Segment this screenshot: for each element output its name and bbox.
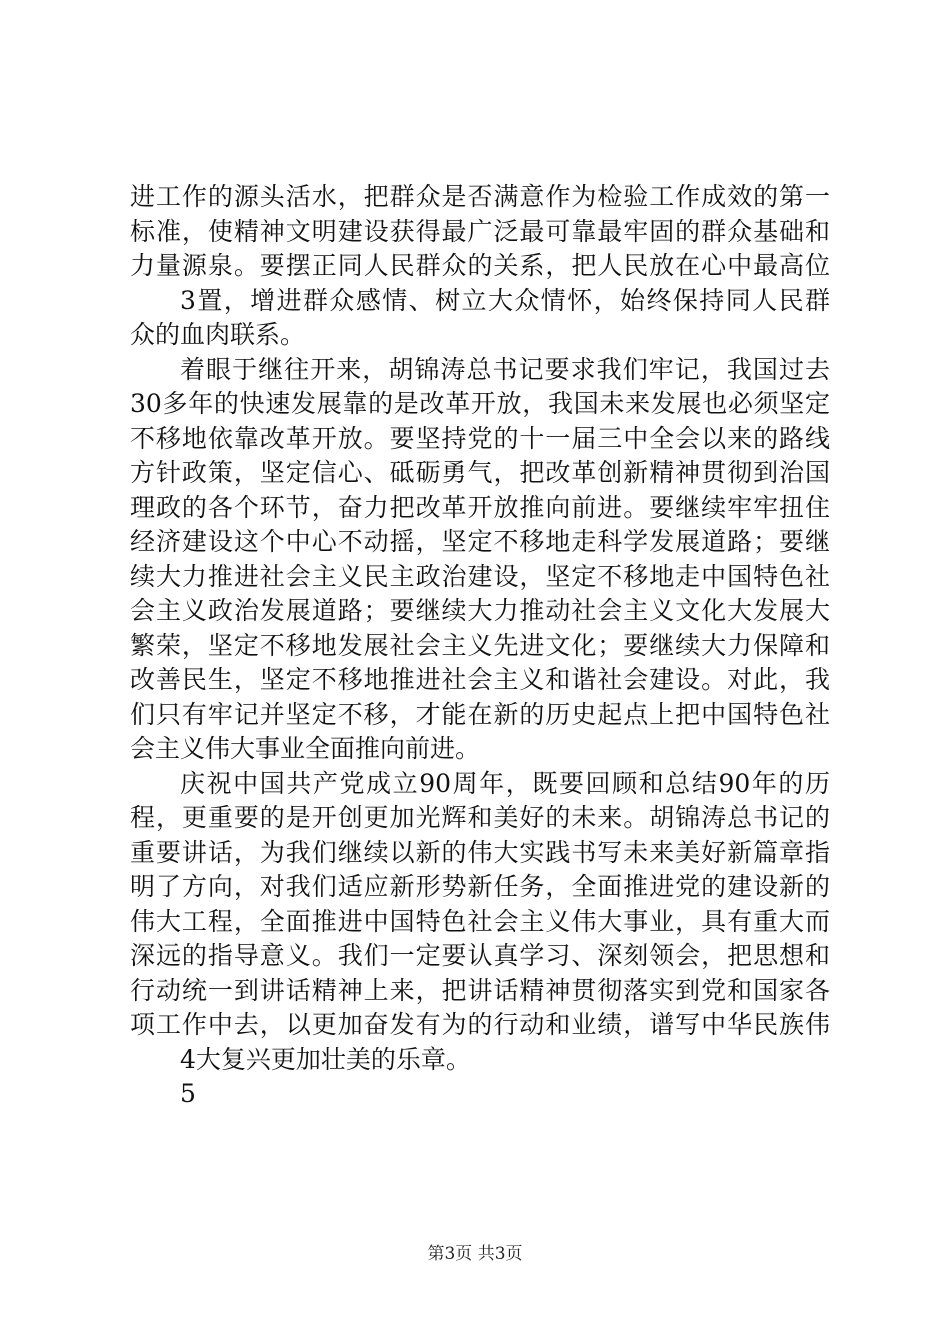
- text-line: 们只有牢记并坚定不移，才能在新的历史起点上把中国特色社: [130, 699, 830, 729]
- text-line: 4大复兴更加壮美的乐章。: [180, 1044, 471, 1074]
- text-line: 经济建设这个中心不动摇，坚定不移地走科学发展道路；要继: [130, 527, 830, 556]
- text-line: 不移地依靠改革开放。要坚持党的十一届三中全会以来的路线: [130, 423, 830, 453]
- text-line: 标准，使精神文明建设获得最广泛最可靠最牢固的群众基础和: [130, 216, 830, 246]
- text-line: 项工作中去，以更加奋发有为的行动和业绩，谱写中华民族伟: [130, 1010, 830, 1039]
- text-line: 重要讲话，为我们继续以新的伟大实践书写未来美好新篇章指: [130, 837, 830, 867]
- text-line: 方针政策，坚定信心、砥砺勇气，把改革创新精神贯彻到治国: [130, 458, 830, 487]
- text-line: 理政的各个环节，奋力把改革开放推向前进。要继续牢牢扭住: [130, 492, 830, 522]
- text-line: 行动统一到讲话精神上来，把讲话精神贯彻落实到党和国家各: [130, 975, 830, 1005]
- text-line: 续大力推进社会主义民主政治建设，坚定不移地走中国特色社: [130, 561, 830, 591]
- text-line: 30多年的快速发展靠的是改革开放，我国未来发展也必须坚定: [130, 389, 830, 418]
- text-line: 繁荣，坚定不移地发展社会主义先进文化；要继续大力保障和: [130, 630, 830, 660]
- text-line: 众的血肉联系。: [130, 320, 306, 349]
- text-line: 会主义政治发展道路；要继续大力推动社会主义文化大发展大: [130, 596, 830, 625]
- text-line: 会主义伟大事业全面推向前进。: [130, 734, 481, 763]
- text-line: 明了方向，对我们适应新形势新任务，全面推进党的建设新的: [130, 872, 830, 901]
- text-line: 3置，增进群众感情、树立大众情怀，始终保持同人民群: [180, 285, 830, 315]
- text-line: 进工作的源头活水，把群众是否满意作为检验工作成效的第一: [130, 182, 830, 211]
- body-text: [130, 180, 830, 1112]
- text-line: 改善民生，坚定不移地推进社会主义和谐社会建设。对此，我: [130, 665, 830, 694]
- page-footer: [0, 1242, 950, 1266]
- page-number: 第3页 共3页: [427, 1244, 523, 1264]
- text-line: 程，更重要的是开创更加光辉和美好的未来。胡锦涛总书记的: [130, 803, 830, 832]
- paragraph-start: 庆祝中国共产党成立90周年，既要回顾和总结90年的历: [180, 768, 830, 798]
- text-line: 深远的指导意义。我们一定要认真学习、深刻领会，把思想和: [130, 941, 830, 970]
- text-line: 力量源泉。要摆正同人民群众的关系，把人民放在心中最高位: [130, 251, 830, 280]
- text-line: 伟大工程，全面推进中国特色社会主义伟大事业，具有重大而: [130, 906, 830, 936]
- paragraph-start: 着眼于继往开来，胡锦涛总书记要求我们牢记，我国过去: [180, 354, 830, 384]
- text-line: 5: [180, 1079, 196, 1108]
